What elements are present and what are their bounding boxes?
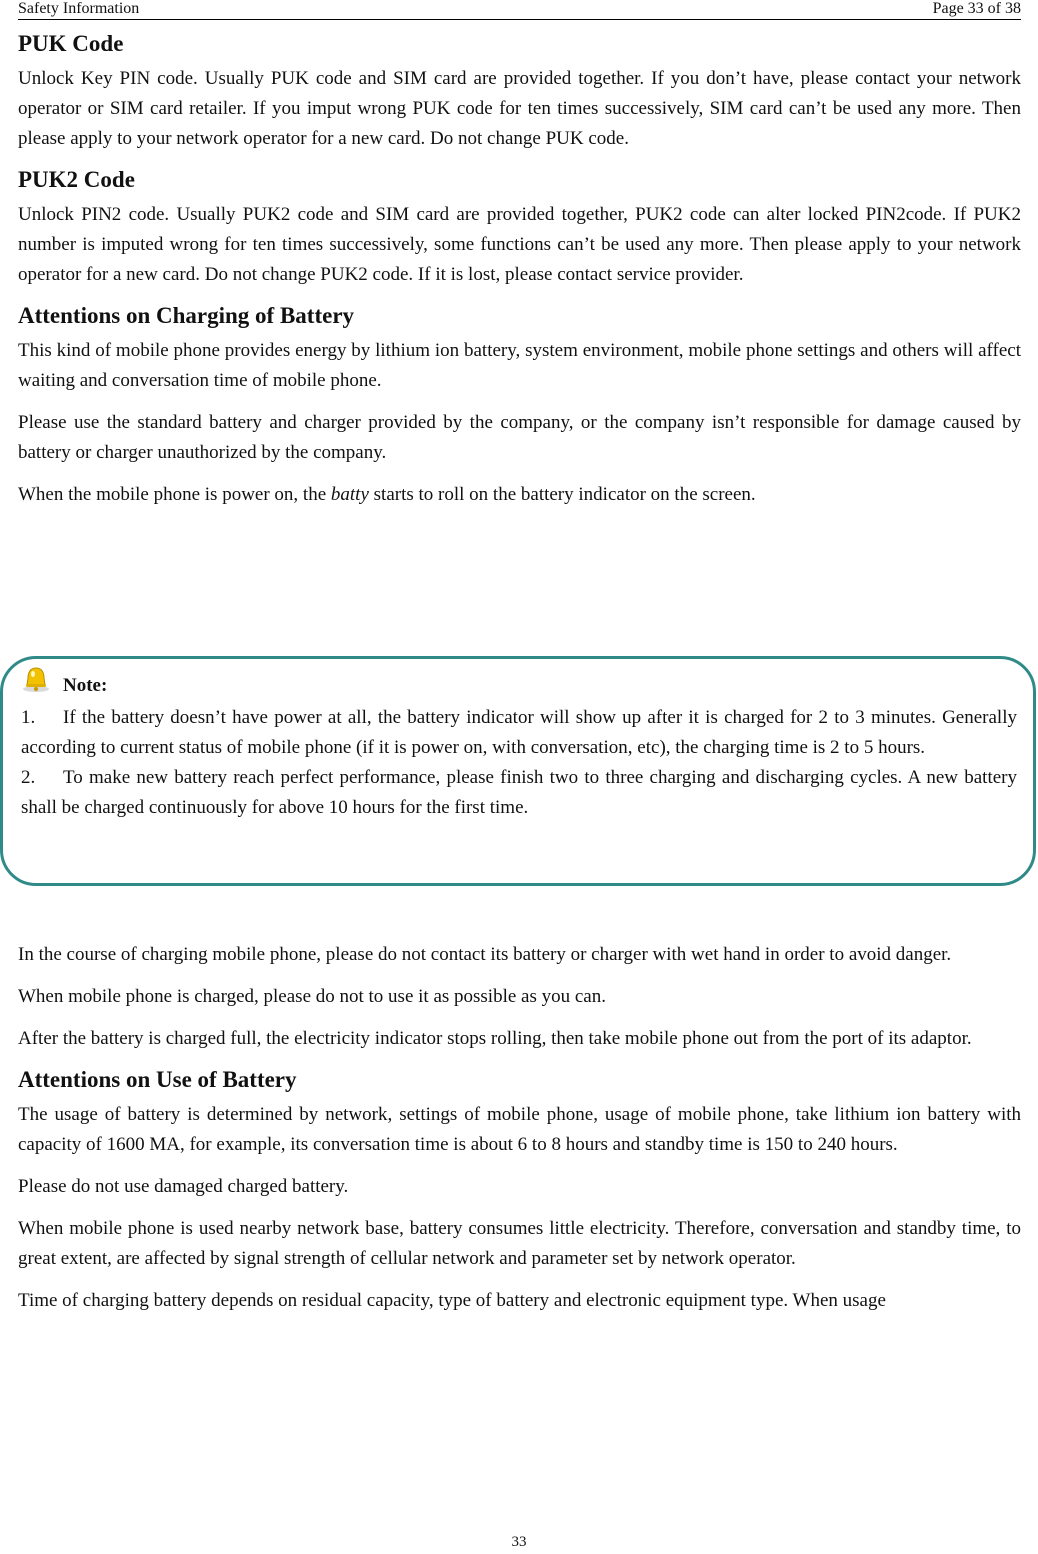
note-title: Note: [63, 675, 108, 696]
section-use [18, 1066, 1021, 1316]
charging-p3-start: When the mobile phone is power on, the [18, 484, 331, 505]
use-paragraph-3: When mobile phone is used nearby network base, battery consumes little electricity. Therefore, conversation and standby time, to great extent, are affected by signal strength of cellular network and parameter set by network operator. [18, 1218, 1021, 1269]
header-section-title: Safety Information [18, 0, 140, 17]
charging-paragraph-3 [18, 480, 1021, 510]
main-content [18, 30, 1021, 510]
page-number: 33 [511, 1534, 527, 1550]
after-note-paragraph-2: When mobile phone is charged, please do not to use it as possible as you can. [18, 986, 606, 1007]
header-page-indicator: Page 33 of 38 [932, 0, 1021, 17]
note-item [21, 703, 1017, 763]
note-item [21, 763, 1017, 823]
note-item-text: If the battery doesn’t have power at all, the battery indicator will show up after it is charged for 2 to 3 minutes. Generally according to current status of mobile phone (if it is power on, with conversation, etc), the charging time is 2 to 5 hours. [21, 707, 1017, 758]
section-title-use: Attentions on Use of Battery [18, 1067, 297, 1092]
section-puk [18, 30, 1021, 154]
section-body-puk2: Unlock PIN2 code. Usually PUK2 code and SIM card are provided together, PUK2 code can alter locked PIN2code. If PUK2 number is imputed wrong for ten times successively, some functions can’t be used any more. Then please apply to your network operator for a new card. Do not change PUK2 code. If it is lost, please contact service provider. [18, 204, 1021, 285]
use-paragraph-4: Time of charging battery depends on residual capacity, type of battery and electronic equipment type. When usage [18, 1290, 886, 1311]
use-paragraph-1: The usage of battery is determined by network, settings of mobile phone, usage of mobile phone, take lithium ion battery with capacity of 1600 MA, for example, its conversation time is about 6 to 8 hours and standby time is 150 to 240 hours. [18, 1104, 1021, 1155]
after-note-paragraph-3: After the battery is charged full, the electricity indicator stops rolling, then take mobile phone out from the port of its adaptor. [18, 1028, 972, 1049]
section-puk2 [18, 166, 1021, 290]
after-note-paragraph-1: In the course of charging mobile phone, please do not contact its battery or charger with wet hand in order to avoid danger. [18, 944, 952, 965]
note-content [21, 671, 1017, 823]
note-header [21, 671, 1017, 703]
page-header [18, 0, 1021, 20]
bottom-content [18, 940, 1021, 1316]
charging-paragraph-2: Please use the standard battery and charger provided by the company, or the company isn’t responsible for damage caused by battery or charger unauthorized by the company. [18, 412, 1021, 463]
note-item-text: To make new battery reach perfect performance, please finish two to three charging and discharging cycles. A new battery shall be charged continuously for above 10 hours for the first time. [21, 767, 1017, 818]
note-item-number: 2. [21, 767, 36, 788]
section-body-puk: Unlock Key PIN code. Usually PUK code and SIM card are provided together. If you don’t have, please contact your network operator or SIM card retailer. If you imput wrong PUK code for ten times successively, SIM card can’t be used any more. Then please apply to your network operator for a new card. Do not change PUK code. [18, 68, 1021, 149]
note-item-number: 1. [21, 707, 36, 728]
section-title-puk: PUK Code [18, 31, 124, 56]
charging-p3-end: starts to roll on the battery indicator on the screen. [368, 484, 756, 505]
section-title-puk2: PUK2 Code [18, 167, 135, 192]
charging-paragraph-1: This kind of mobile phone provides energy by lithium ion battery, system environment, mobile phone settings and others will affect waiting and conversation time of mobile phone. [18, 340, 1021, 391]
bell-icon [21, 665, 51, 693]
note-box [0, 656, 1036, 886]
use-paragraph-2: Please do not use damaged charged battery. [18, 1176, 349, 1197]
section-title-charging: Attentions on Charging of Battery [18, 303, 355, 328]
section-charging [18, 302, 1021, 510]
charging-p3-italic: batty [330, 484, 369, 505]
